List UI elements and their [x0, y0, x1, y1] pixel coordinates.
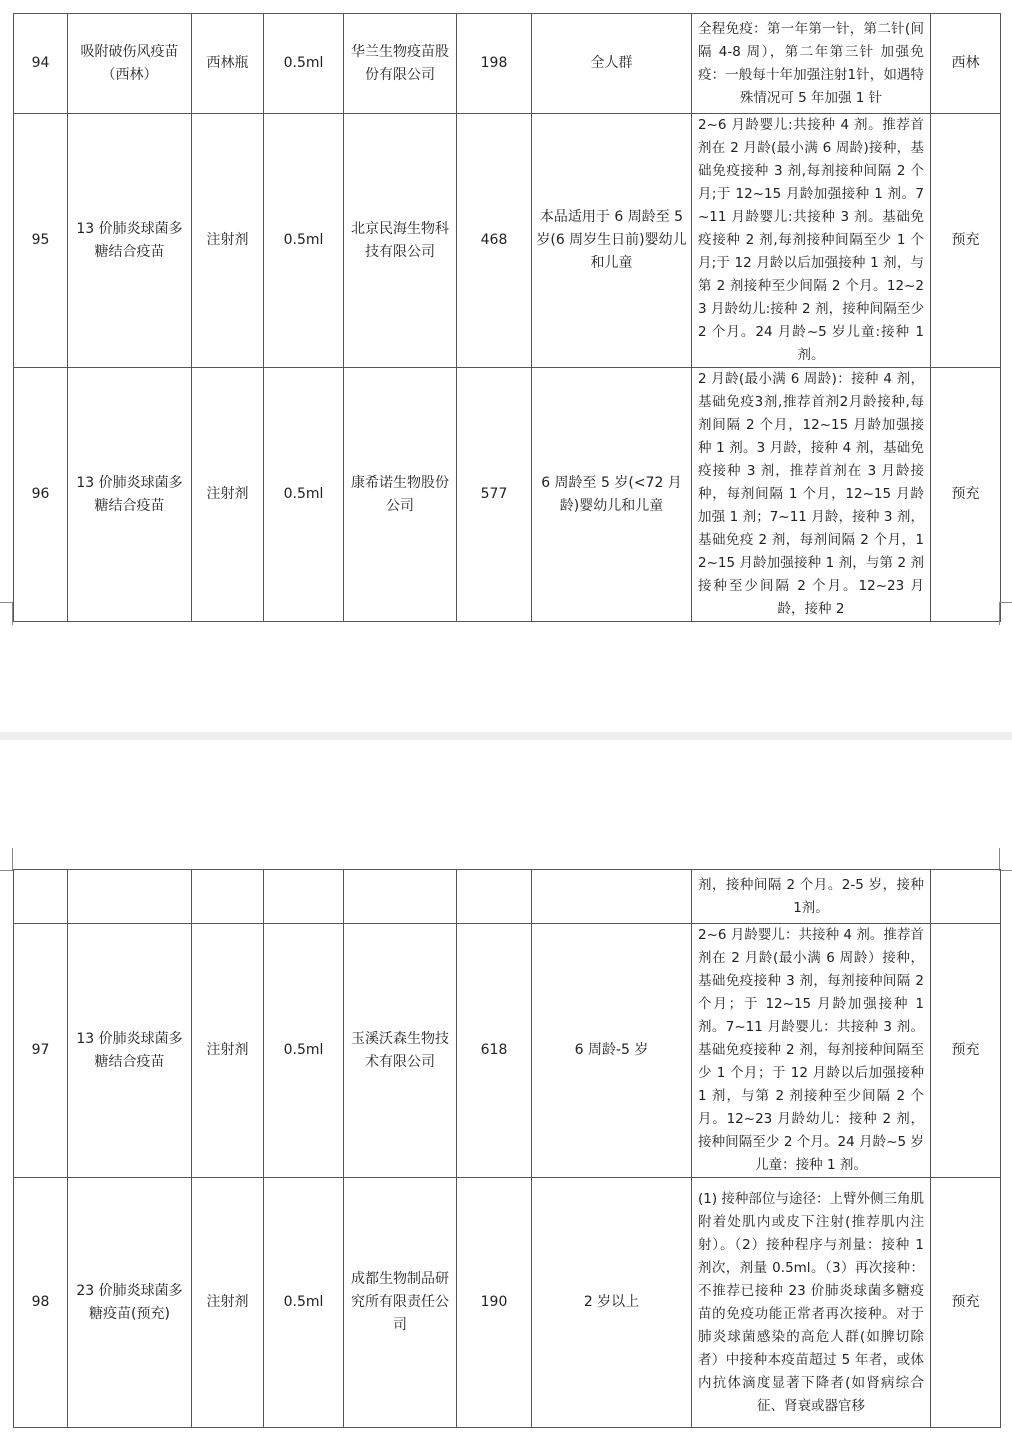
specification: 0.5ml [264, 1178, 344, 1428]
page-corner-mark [999, 602, 1012, 625]
immunization-schedule: 2~6 月龄婴儿:共接种 4 剂。推荐首剂在 2 月龄(最小满 6 周龄)接种，基础免疫接种 3 剂,每剂接种间隔 2 个月;于 12~15 月龄加强接种 1 剂。7~11 月龄婴儿:共接种 3 剂。基础免疫接种 2 剂,每剂接种间隔至少 1 个月;于 12 月龄以后加强接种 1 剂，与第 2 剂接种至少间隔 2 个月。12~23 月龄幼儿:接种 2 剂，接种间隔至少 2 个月。24 月龄~5 岁儿童:接种 1 剂。 [692, 114, 931, 368]
specification [264, 870, 344, 924]
table-row [14, 368, 1001, 622]
vaccine-name: 吸附破伤风疫苗（西林） [68, 14, 192, 114]
immunization-schedule: (1) 接种部位与途径：上臂外侧三角肌附着处肌内或皮下注射(推荐肌内注射）。（2）接种程序与剂量：接种 1 剂次，剂量 0.5ml。（3）再次接种：不推荐已接种 23 价肺炎球菌多糖疫苗的免疫功能正常者再次接种。对于肺炎球菌感染的高危人群(如脾切除者）中接种本疫苗超过 5 年者，或体内抗体滴度显著下降者(如肾病综合征、肾衰或器官移 [692, 1178, 931, 1428]
packaging: 预充 [931, 114, 1001, 368]
dosage-form: 西林瓶 [192, 14, 264, 114]
row-number: 96 [14, 368, 68, 622]
vaccine-name: 23 价肺炎球菌多糖疫苗(预充) [68, 1178, 192, 1428]
manufacturer: 华兰生物疫苗股份有限公司 [344, 14, 457, 114]
specification: 0.5ml [264, 924, 344, 1178]
specification: 0.5ml [264, 368, 344, 622]
dosage-form: 注射剂 [192, 368, 264, 622]
price: 190 [457, 1178, 532, 1428]
manufacturer: 玉溪沃森生物技术有限公司 [344, 924, 457, 1178]
packaging: 预充 [931, 1178, 1001, 1428]
target-population [532, 870, 692, 924]
packaging [931, 870, 1001, 924]
target-population: 全人群 [532, 14, 692, 114]
price: 198 [457, 14, 532, 114]
vaccine-name: 13 价肺炎球菌多糖结合疫苗 [68, 368, 192, 622]
page-corner-mark [0, 602, 13, 625]
vaccine-name [68, 870, 192, 924]
price: 468 [457, 114, 532, 368]
table-row [14, 114, 1001, 368]
row-number: 97 [14, 924, 68, 1178]
vaccine-name: 13 价肺炎球菌多糖结合疫苗 [68, 924, 192, 1178]
dosage-form: 注射剂 [192, 114, 264, 368]
target-population: 6 周龄-5 岁 [532, 924, 692, 1178]
target-population: 2 岁以上 [532, 1178, 692, 1428]
immunization-schedule: 2 月龄(最小满 6 周龄)：接种 4 剂，基础免疫3剂,推荐首剂2月龄接种,每剂间隔 2 个月，12~15 月龄加强接种 1 剂。3 月龄，接种 4 剂，基础免疫接种 3 剂，推荐首剂在 3 月龄接种，每剂间隔 1 个月，12~15 月龄加强 1 剂；7~11 月龄，接种 3 剂，基础免疫 2 剂，每剂间隔 2 个月，12~15 月龄加强接种 1 剂，与第 2 剂接种至少间隔 2 个月。12~23 月龄，接种 2 [692, 368, 931, 622]
row-number: 95 [14, 114, 68, 368]
vaccine-name: 13 价肺炎球菌多糖结合疫苗 [68, 114, 192, 368]
row-number: 94 [14, 14, 68, 114]
vaccine-table-page-1 [13, 13, 1001, 622]
table-row [14, 870, 1001, 924]
manufacturer [344, 870, 457, 924]
page-separator [0, 732, 1012, 740]
vaccine-table-page-2 [13, 869, 1001, 1428]
specification: 0.5ml [264, 14, 344, 114]
dosage-form: 注射剂 [192, 1178, 264, 1428]
price: 577 [457, 368, 532, 622]
manufacturer: 成都生物制品研究所有限责任公司 [344, 1178, 457, 1428]
page-corner-mark [999, 848, 1012, 871]
packaging: 预充 [931, 368, 1001, 622]
immunization-schedule: 2~6 月龄婴儿：共接种 4 剂。推荐首剂在 2 月龄(最小满 6 周龄）接种，基础免疫接种 3 剂，每剂接种间隔 2 个月；于 12~15 月龄加强接种 1 剂。7~11 月龄婴儿：共接种 3 剂。基础免疫接种 2 剂，每剂接种间隔至少 1 个月；于 12 月龄以后加强接种 1 剂，与第 2 剂接种至少间隔 2 个月。12~23 月龄幼儿：接种 2 剂，接种间隔至少 2 个月。24 月龄~5 岁儿童：接种 1 剂。 [692, 924, 931, 1178]
table-row [14, 924, 1001, 1178]
packaging: 预充 [931, 924, 1001, 1178]
manufacturer: 北京民海生物科技有限公司 [344, 114, 457, 368]
price [457, 870, 532, 924]
price: 618 [457, 924, 532, 1178]
immunization-schedule: 剂，接种间隔 2 个月。2-5 岁，接种 1剂。 [692, 870, 931, 924]
dosage-form: 注射剂 [192, 924, 264, 1178]
manufacturer: 康希诺生物股份公司 [344, 368, 457, 622]
table-row [14, 14, 1001, 114]
target-population: 本品适用于 6 周龄至 5 岁(6 周岁生日前)婴幼儿和儿童 [532, 114, 692, 368]
page-corner-mark [0, 848, 13, 871]
packaging: 西林 [931, 14, 1001, 114]
dosage-form [192, 870, 264, 924]
immunization-schedule: 全程免疫：第一年第一针，第二针(间隔 4-8 周），第二年第三针 加强免疫：一般每十年加强注射1针，如遇特殊情况可 5 年加强 1 针 [692, 14, 931, 114]
table-row [14, 1178, 1001, 1428]
specification: 0.5ml [264, 114, 344, 368]
row-number [14, 870, 68, 924]
document-page-2 [0, 740, 1012, 1437]
row-number: 98 [14, 1178, 68, 1428]
target-population: 6 周龄至 5 岁(<72 月龄)婴幼儿和儿童 [532, 368, 692, 622]
